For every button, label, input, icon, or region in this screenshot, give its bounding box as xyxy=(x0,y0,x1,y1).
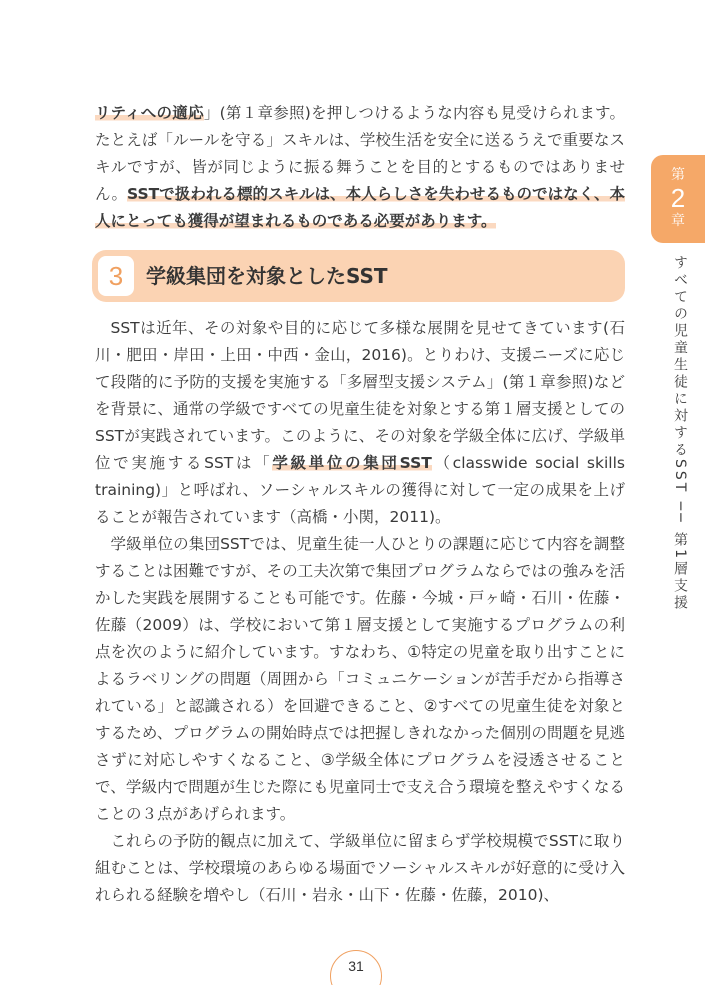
section-number: 3 xyxy=(98,256,134,296)
page-number: 31 xyxy=(348,958,364,974)
chapter-subtitle: すべての児童生徒に対するSST ── 第1層支援 xyxy=(672,255,688,612)
page-arc-mask xyxy=(320,985,400,1005)
section-heading xyxy=(92,250,625,302)
intro-highlight: SSTで扱われる標的スキルは、本人らしさを失わせるものではなく、本人にとっても獲得が望まれるものである必要があります。 xyxy=(95,185,625,230)
body-p1-text-a: SSTは近年、その対象や目的に応じて多様な展開を見せてきています(石川・肥田・岸田・上田・中西・金山，2016)。とりわけ、支援ニーズに応じて段階的に予防的支援を実施する「多層型支援システム」(第１章参照)などを背景に、通常の学級ですべての児童生徒を対象とする第１層支援としてのSSTが実践されています。このように、その対象を学級全体に広げ、学級単位で実施するSSTは「 xyxy=(95,319,625,472)
body-paragraph-1 xyxy=(95,315,625,531)
section-body xyxy=(95,315,625,909)
intro-paragraph-block xyxy=(95,100,625,235)
chapter-tab xyxy=(651,155,705,243)
body-p1-text-b: （classwide social skills training)」と呼ばれ、ソーシャルスキルの獲得に対して一定の成果を上げることが報告されています（高橋・小関，2011)。 xyxy=(95,454,625,526)
section-title: 学級集団を対象としたSST xyxy=(146,264,388,288)
chapter-tab-prefix: 第 xyxy=(671,167,685,183)
intro-paragraph xyxy=(95,100,625,235)
body-p1-highlight: 学級単位の集団SST xyxy=(272,454,432,472)
chapter-tab-suffix: 章 xyxy=(671,213,685,229)
chapter-tab-number: 2 xyxy=(670,183,686,213)
body-paragraph-2: 学級単位の集団SSTでは、児童生徒一人ひとりの課題に応じて内容を調整することは困難ですが、その工夫次第で集団プログラムならではの強みを活かした実践を展開することも可能です。佐藤・今城・戸ヶ崎・石川・佐藤・佐藤（2009）は、学校において第１層支援として実施するプログラムの利点を次のように紹介しています。すなわち、①特定の児童を取り出すことによるラベリングの問題（周囲から「コミュニケーションが苦手だから指導されている」と認識される）を回避できること、②すべての児童生徒を対象とするため、プログラムの開始時点では把握しきれなかった個別の問題を見逃さずに対応しやすくなること、③学級全体にプログラムを浸透させることで、学級内で問題が生じた際にも児童同士で支え合う環境を整えやすくなることの３点があげられます。 xyxy=(95,535,625,823)
body-paragraph-3: これらの予防的観点に加えて、学級単位に留まらず学校規模でSSTに取り組むことは、学校環境のあらゆる場面でソーシャルスキルが好意的に受け入れられる経験を増やし（石川・岩永・山下・佐藤・佐藤，2010)、 xyxy=(95,832,625,904)
intro-bold-phrase: リティへの適応 xyxy=(95,104,204,122)
intro-text: 」(第１章参照)を押しつけるような内容も見受けられます。たとえば「ルールを守る」スキルは、学校生活を安全に送るうえで重要なスキルですが、皆が同じように振る舞うことを目的とするものではありません。 xyxy=(95,104,625,203)
